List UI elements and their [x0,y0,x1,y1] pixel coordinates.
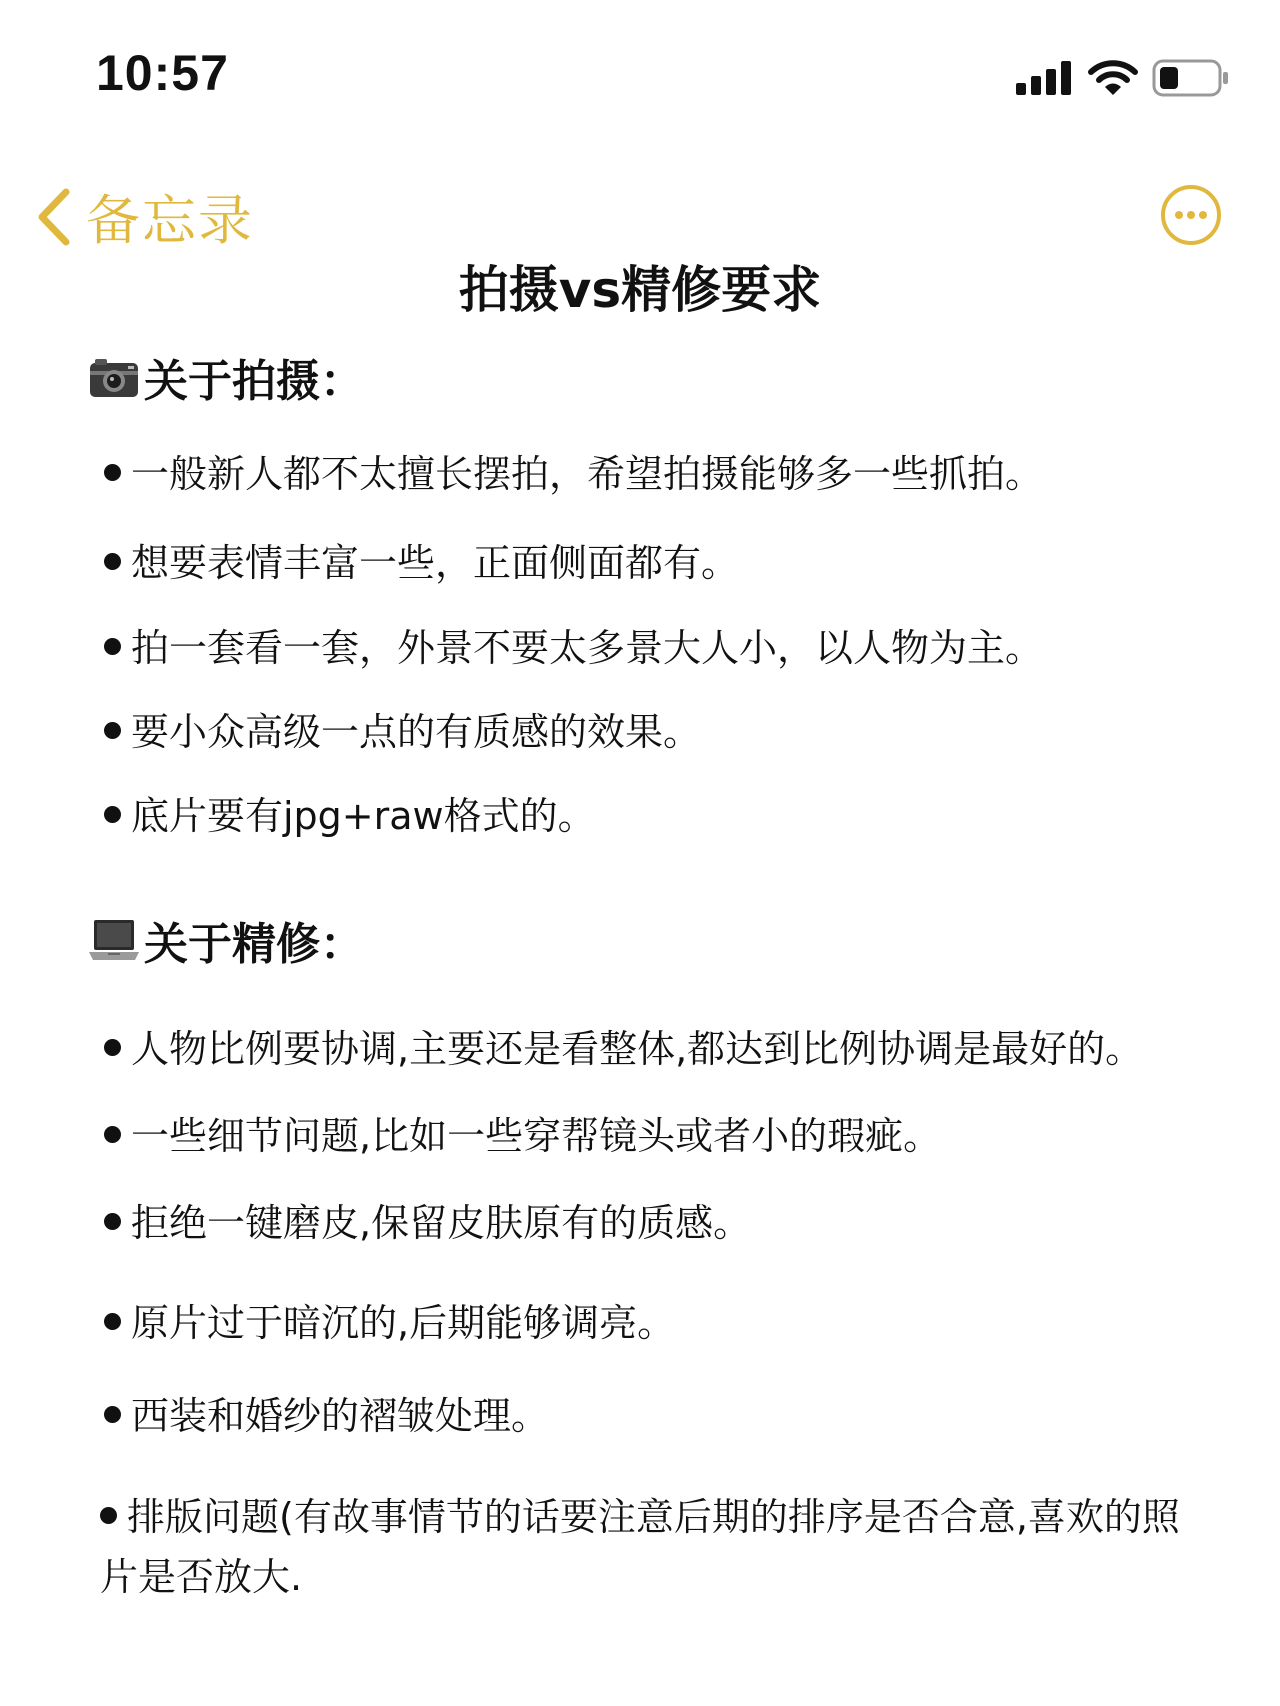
section-heading-label: 关于精修： [144,919,364,970]
status-time: 10:57 [96,45,229,101]
battery-icon [1152,58,1230,98]
bullet-icon [104,806,121,823]
bullet-icon [104,464,121,481]
bullet-icon [104,1039,121,1056]
list-item [104,533,739,593]
back-label: 备忘录 [86,189,254,252]
list-item-text: 想要表情丰富一些，正面侧面都有。 [131,541,740,585]
section-heading-retouching [88,908,364,972]
list-item-text: 一般新人都不太擅长摆拍，希望拍摄能够多一些抓拍。 [131,452,1044,496]
bullet-icon [104,722,121,739]
back-button[interactable] [36,178,254,255]
list-item-text: 拒绝一键磨皮,保留皮肤原有的质感。 [131,1201,752,1245]
more-button[interactable] [1160,184,1222,246]
list-item [100,1487,1200,1607]
list-item [104,618,1043,678]
list-item [104,1386,549,1446]
camera-icon [88,351,140,403]
list-item [104,444,1043,504]
more-ellipsis-icon [1160,184,1222,246]
list-item-text: 人物比例要协调,主要还是看整体,都达到比例协调是最好的。 [131,1027,1144,1071]
laptop-icon [88,914,140,966]
list-item-text: 拍一套看一套，外景不要太多景大人小，以人物为主。 [131,626,1044,670]
bullet-icon [104,1213,121,1230]
list-item [104,1019,1143,1079]
list-item [104,1193,751,1253]
bullet-icon [100,1507,117,1524]
cellular-signal-icon [1016,61,1074,95]
bullet-icon [104,553,121,570]
list-item [104,702,701,762]
bullet-icon [104,1406,121,1423]
list-item-text: 西装和婚纱的褶皱处理。 [131,1394,550,1438]
list-item-text: 底片要有jpg+raw格式的。 [131,794,596,838]
bullet-icon [104,1126,121,1143]
list-item [104,786,596,846]
list-item-text: 排版问题(有故事情节的话要注意后期的排序是否合意,喜欢的照片是否放大. [100,1495,1180,1599]
list-item-text: 要小众高级一点的有质感的效果。 [131,710,702,754]
list-item-text: 一些细节问题,比如一些穿帮镜头或者小的瑕疵。 [131,1114,942,1158]
section-heading-label: 关于拍摄： [144,356,364,407]
list-item [104,1106,941,1166]
bullet-icon [104,1313,121,1330]
status-icons [1016,56,1230,100]
list-item [104,1293,675,1353]
wifi-icon [1088,60,1138,96]
chevron-left-icon [36,188,72,246]
list-item-text: 原片过于暗沉的,后期能够调亮。 [131,1301,676,1345]
section-heading-shooting [88,345,364,409]
note-title: 拍摄vs精修要求 [458,261,822,319]
bullet-icon [104,638,121,655]
